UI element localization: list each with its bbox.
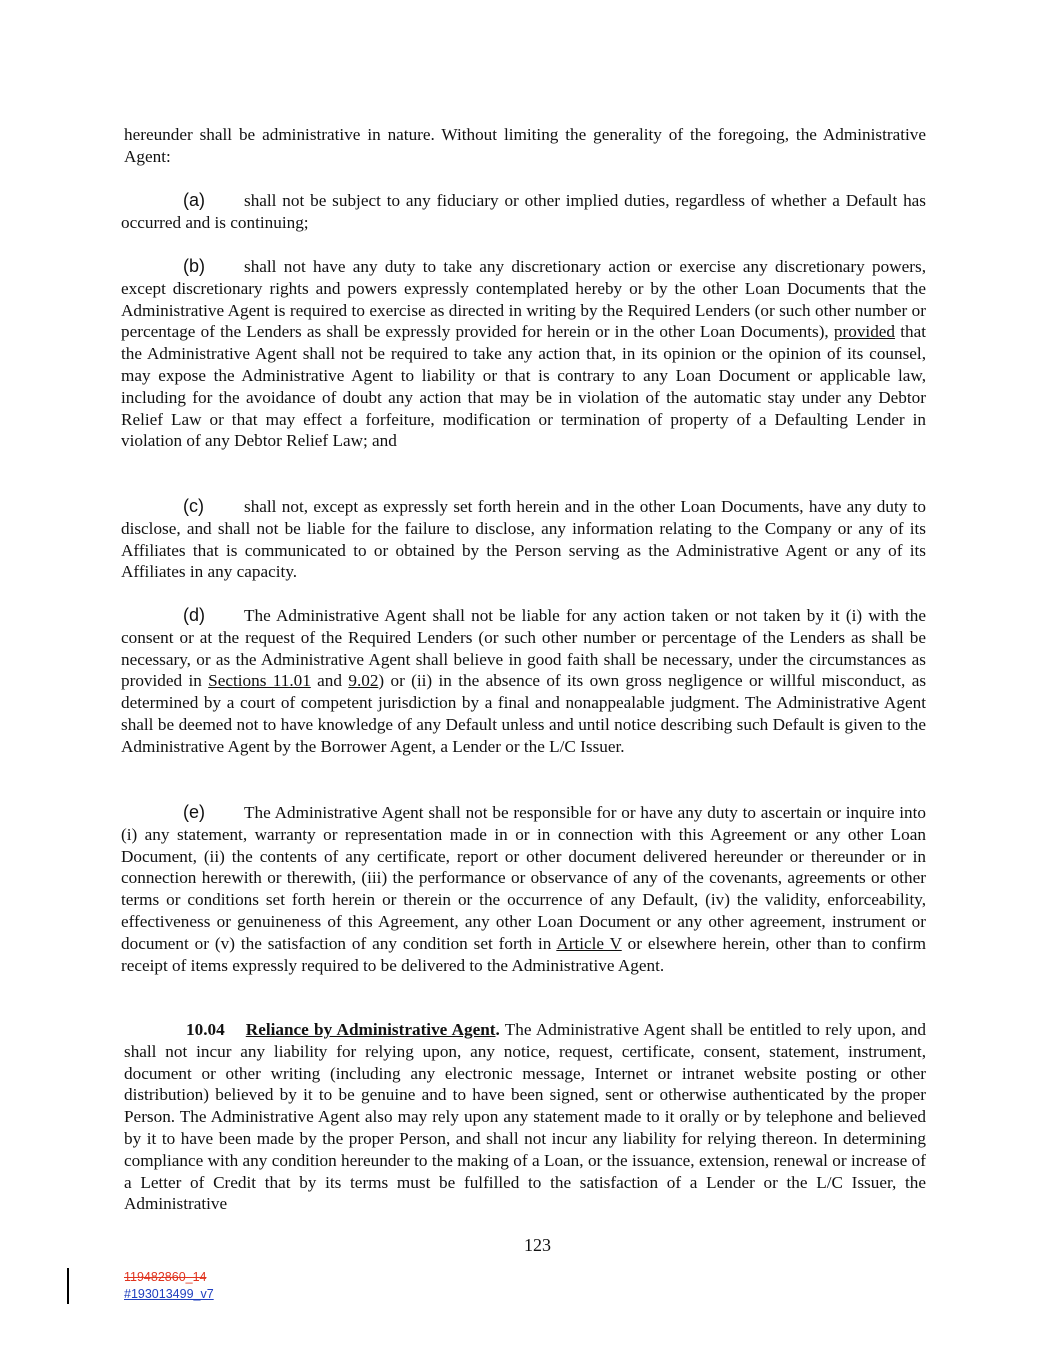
section-text: The Administrative Agent shall be entitled to rely upon, and shall not incur any liability for relying upon, any notice, request, certificate, consent, statement, instrument, document or other writing (including any electronic message, Internet or intranet website posting or other distribution) believed by it to be genuine and to have been signed, sent or otherwise authenticated by the proper Person. The Administrative Agent also may rely upon any statement made to it orally or by telephone and believed by it to have been made by the proper Person, and shall not incur any liability for relying thereon. In determining compliance with any condition hereunder to the making of a Loan, or the issuance, extension, renewal or increase of a Letter of Credit that by its terms must be fulfilled to the satisfaction of a Lender or the L/C Issuer, the Administrative [124,1020,926,1214]
clause-e-paragraph [121,802,926,976]
intro-text: hereunder shall be administrative in nature. Without limiting the generality of the foregoing, the Administrative Agent: [124,125,926,166]
clause-b-text-1: shall not have any duty to take any discretionary action or exercise any discretionary powers, except discretionary rights and powers expressly contemplated hereby or by the other Loan Documents that the Administrative Agent is required to exercise as directed in writing by the Required Lenders (or such other number or percentage of the Lenders as shall be expressly provided for herein or in the other Loan Documents), [121,257,926,342]
clause-d-text-1: The Administrative Agent shall not be liable for any action taken or not taken by it (i) with the consent or at the request of the Required Lenders (or such other number or percentage of the Lenders as shall be necessary, or as the Administrative Agent shall believe in good faith shall be necessary, under the circumstances as provided in [121,606,926,691]
clause-d-label: (d) [183,605,205,625]
clause-a-label: (a) [183,190,205,210]
provided-term: provided [833,322,896,342]
change-bar [67,1268,69,1304]
clause-d-paragraph [121,605,926,758]
clause-e-label: (e) [183,802,205,822]
clause-d-text-2: and [310,671,349,691]
sections-11-01-reference: Sections 11.01 [208,671,311,691]
clause-c-text: shall not, except as expressly set forth herein and in the other Loan Documents, have any duty to disclose, and shall not be liable for the failure to disclose, any information relating to the Company or any of its Affiliates that is communicated to or obtained by the Person serving as the Administrative Agent or any of its Affiliates in any capacity. [121,497,926,582]
clause-b-text-2: that the Administrative Agent shall not be required to take any action that, in its opinion or the opinion of its counsel, may expose the Administrative Agent to liability or that is contrary to any Loan Document or applicable law, including for the avoidance of doubt any action that may be in violation of the automatic stay under any Debtor Relief Law or that may effect a forfeiture, modification or termination of property of a Defaulting Lender in violation of any Debtor Relief Law; and [121,322,926,451]
page-number: 123 [524,1235,551,1255]
clause-c-paragraph [121,496,926,583]
section-number: 10.04 [186,1020,225,1039]
clause-e-text-2: or elsewhere herein, other than to confirm receipt of items expressly required to be delivered to the Administrative Agent. [121,933,926,975]
deleted-document-id: 119482860_14 [124,1270,207,1284]
clause-c-label: (c) [183,496,204,516]
clause-b-paragraph [121,256,926,452]
section-heading: Reliance by Administrative Agent [245,1020,496,1039]
section-9-02-reference: 9.02 [348,671,379,691]
clause-a-paragraph [121,190,926,234]
article-v-reference: Article V [556,933,622,953]
clause-e-text-1: The Administrative Agent shall not be responsible for or have any duty to ascertain or inquire into (i) any statement, warranty or representation made in or in connection with this Agreement or any other Loan Document, (ii) the contents of any certificate, report or other document delivered hereunder or thereunder or in connection herewith or therewith, (iii) the performance or observance of any of the covenants, agreements or other terms or conditions set forth herein or therein or the occurrence of any Default, (iv) the validity, enforceability, effectiveness or genuineness of this Agreement, any other Loan Document or any other agreement, instrument or document or (v) the satisfaction of any condition set forth in [121,803,926,953]
clause-a-text: shall not be subject to any fiduciary or other implied duties, regardless of whether a Default has occurred and is continuing; [121,191,926,232]
clause-d-text-3: ) or (ii) in the absence of its own gross negligence or willful misconduct, as determined by a court of competent jurisdiction by a final and nonappealable judgment. The Administrative Agent shall be deemed not to have knowledge of any Default unless and until notice describing such Default is given to the Administrative Agent by the Borrower Agent, a Lender or the L/C Issuer. [121,671,927,756]
intro-paragraph [124,124,926,168]
section-heading-end: . [495,1020,500,1039]
inserted-document-id: #193013499_v7 [124,1287,214,1301]
clause-b-label: (b) [183,256,205,276]
section-10-04-paragraph [124,1019,926,1215]
